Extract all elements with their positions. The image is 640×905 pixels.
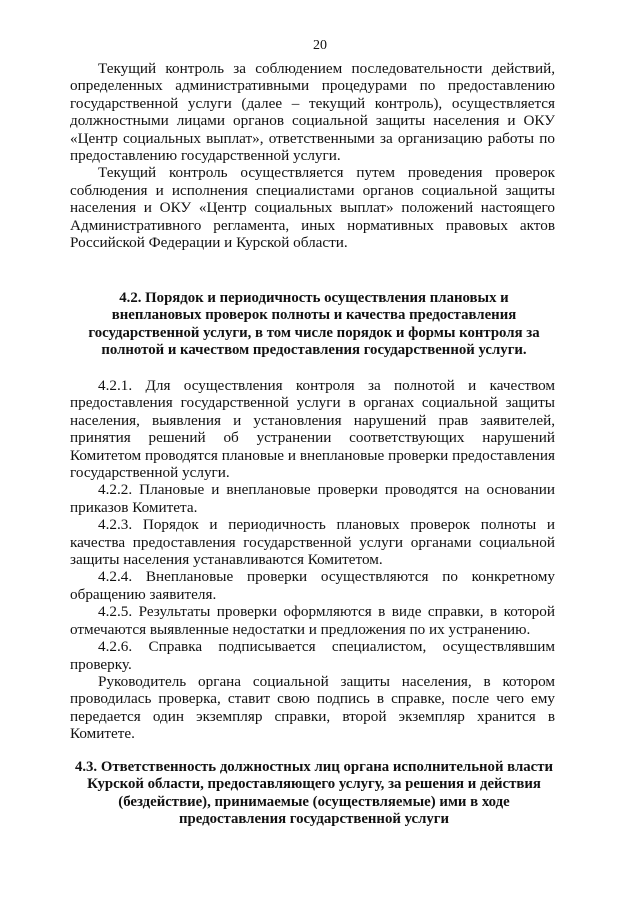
- paragraph: 4.2.2. Плановые и внеплановые проверки проводятся на основании приказов Комитета.: [70, 481, 555, 516]
- paragraph: 4.2.3. Порядок и периодичность плановых проверок полноты и качества предоставления государственной услуги органами социальной защиты населения устанавливаются Комитетом.: [70, 516, 555, 569]
- heading-4-2: [74, 290, 554, 360]
- paragraph: 4.2.6. Справка подписывается специалистом, осуществлявшим проверку.: [70, 638, 555, 673]
- heading-4-3: [74, 759, 554, 829]
- paragraph: Руководитель органа социальной защиты населения, в котором проводилась проверка, ставит свою подпись в справке, после чего ему передается один экземпляр справки, второй экземпляр хранится в Комитете.: [70, 672, 555, 743]
- paragraph: 4.2.5. Результаты проверки оформляются в виде справки, в которой отмечаются выявленные недостатки и предложения по их устранению.: [70, 603, 555, 638]
- section-4-2: [70, 377, 555, 743]
- section-intro: [70, 60, 555, 251]
- paragraph: Текущий контроль осуществляется путем проведения проверок соблюдения и исполнения специалистами органов социальной защиты населения и ОКУ «Центр социальных выплат» положений настоящего Административного регламента, иных нормативных правовых актов Российской Федерации и Курской области.: [70, 164, 555, 252]
- paragraph: 4.2.1. Для осуществления контроля за полнотой и качеством предоставления государственной услуги в органах социальной защиты населения, выявления и установления нарушений прав заявителей, принятия решений об устранении соответствующих нарушений Комитетом проводятся плановые и внеплановые проверки предоставления государственной услуги.: [70, 377, 555, 482]
- paragraph: Текущий контроль за соблюдением последовательности действий, определенных административными процедурами по предоставлению государственной услуги (далее – текущий контроль), осуществляется должностными лицами органов социальной защиты населения и ОКУ «Центр социальных выплат», ответственными за организацию работы по предоставлению государственной услуги.: [70, 60, 555, 165]
- paragraph: 4.2.4. Внеплановые проверки осуществляются по конкретному обращению заявителя.: [70, 568, 555, 603]
- section-heading: 4.2. Порядок и периодичность осуществления плановых и внеплановых проверок полноты и качества предоставления государственной услуги, в том числе порядок и формы контроля за полнотой и качеством предоставления государственной услуги.: [88, 290, 540, 359]
- page-number: 20: [313, 38, 327, 53]
- section-heading: 4.3. Ответственность должностных лиц органа исполнительной власти Курской области, предоставляющего услугу, за решения и действия (бездействие), принимаемые (осуществляемые) ими в ходе предоставления государственной услуги: [74, 759, 554, 828]
